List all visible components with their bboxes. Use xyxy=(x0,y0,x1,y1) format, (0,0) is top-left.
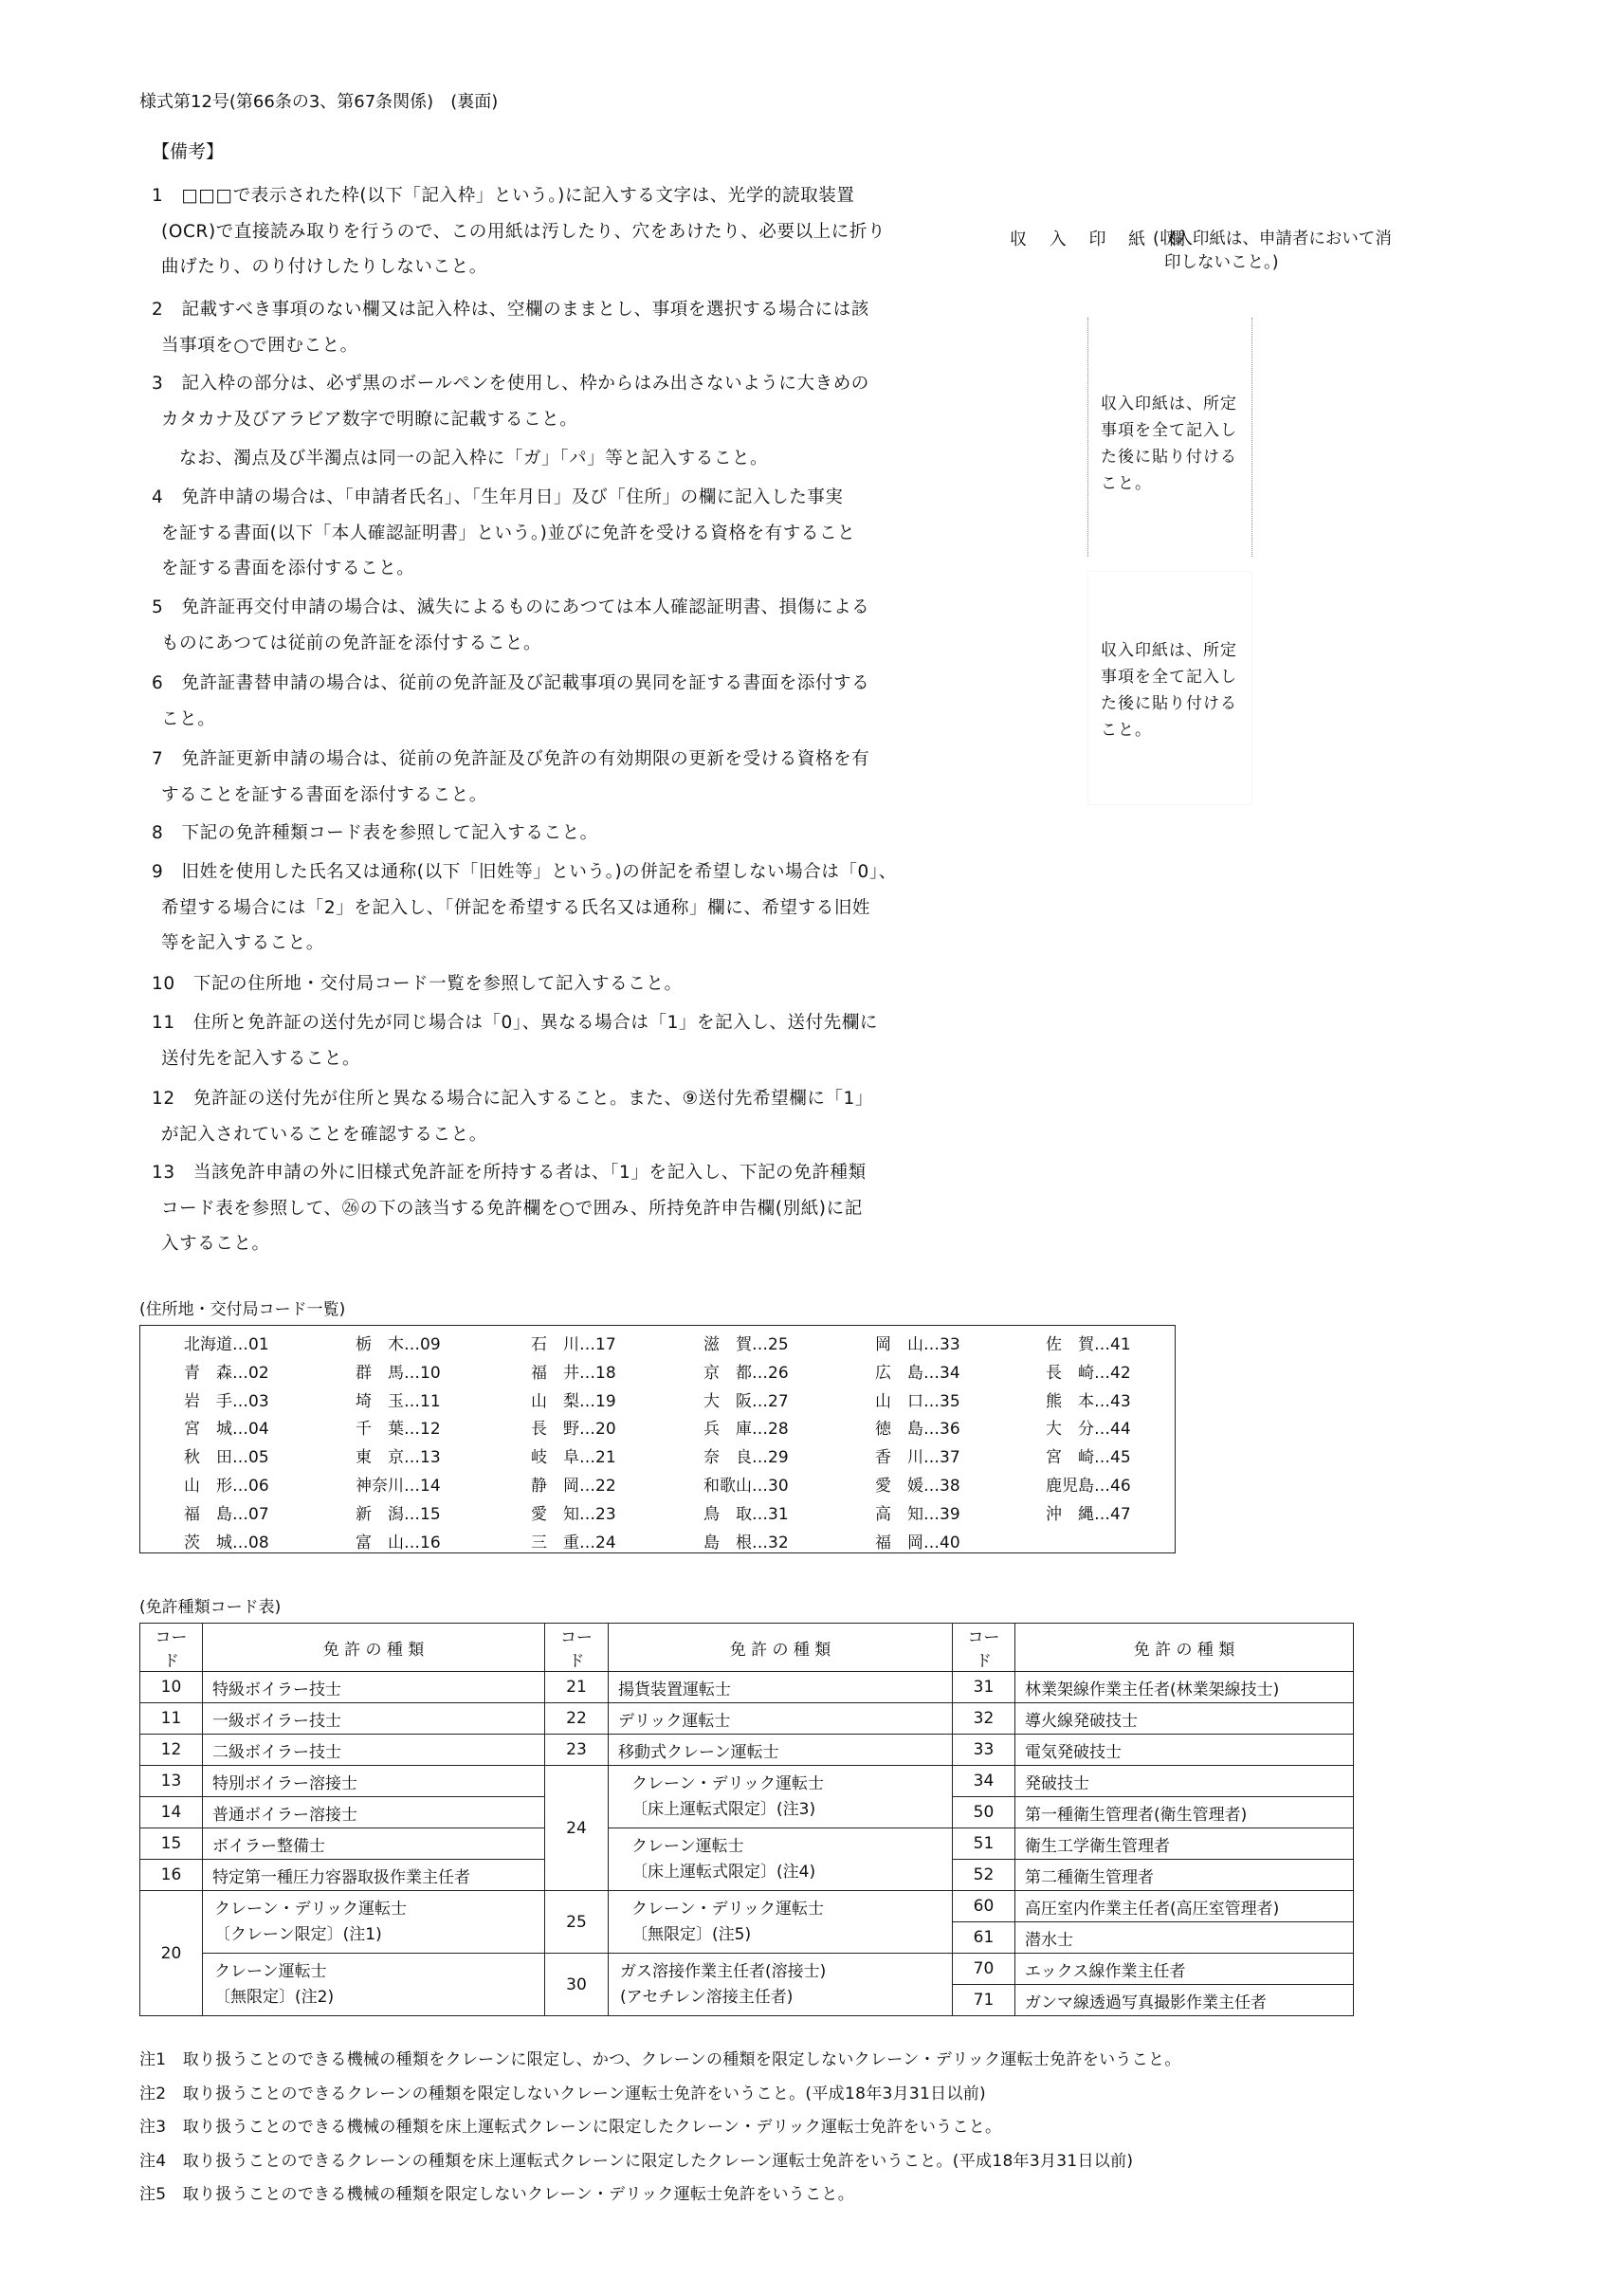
revenue-stamp-box-2 xyxy=(1087,571,1252,805)
remark-item-continuation: 当事項を○で囲むこと。 xyxy=(161,335,358,356)
address-code-list xyxy=(139,1325,1176,1553)
footnote: 注4 取り扱うことのできるクレーンの種類を床上運転式クレーンに限定したクレーン運転士免許をいうこと。(平成18年3月31日以前) xyxy=(139,2151,1134,2171)
type-cell: 発破技士 xyxy=(1015,1766,1354,1797)
code-cell: 32 xyxy=(953,1703,1015,1735)
remark-item: 11 住所と免許証の送付先が同じ場合は「0」、異なる場合は「1」を記入し、送付先欄に xyxy=(152,1013,879,1033)
address-code-item: 福 島…07 xyxy=(184,1504,269,1524)
type-cell: 二級ボイラー技士 xyxy=(203,1735,545,1766)
address-code-title: (住所地・交付局コード一覧) xyxy=(139,1300,346,1319)
type-cell: ガンマ線透過写真撮影作業主任者 xyxy=(1015,1985,1354,2016)
type-cell xyxy=(609,1891,953,1954)
remark-item-continuation: 曲げたり、のり付けしたりしないこと。 xyxy=(161,257,487,277)
address-code-item: 徳 島…36 xyxy=(875,1420,960,1440)
address-code-item: 千 葉…12 xyxy=(356,1420,441,1440)
address-code-item: 埼 玉…11 xyxy=(356,1391,441,1411)
table-row xyxy=(140,1891,1354,1922)
address-code-item: 高 知…39 xyxy=(875,1504,960,1524)
address-code-item: 北海道…01 xyxy=(184,1335,269,1354)
address-code-item: 長 崎…42 xyxy=(1046,1363,1131,1383)
remark-item: 2 記載すべき事項のない欄又は記入枠は、空欄のままとし、事項を選択する場合には該 xyxy=(152,300,869,320)
type-cell: 特別ボイラー溶接士 xyxy=(203,1766,545,1797)
type-cell: 移動式クレーン運転士 xyxy=(609,1735,953,1766)
code-cell: 24 xyxy=(545,1766,609,1891)
type-cell: 第一種衛生管理者(衛生管理者) xyxy=(1015,1797,1354,1828)
address-code-item: 滋 賀…25 xyxy=(703,1335,789,1354)
type-cell: 潜水士 xyxy=(1015,1922,1354,1954)
header-type: 免 許 の 種 類 xyxy=(203,1624,545,1672)
remark-item-continuation: こと。 xyxy=(161,708,216,729)
address-code-item: 山 梨…19 xyxy=(531,1391,616,1411)
remark-item: 9 旧姓を使用した氏名又は通称(以下「旧姓等」という。)の併記を希望しない場合は「0」、 xyxy=(152,862,897,882)
address-code-item: 長 野…20 xyxy=(531,1420,616,1440)
footnote: 注5 取り扱うことのできる機械の種類を限定しないクレーン・デリック運転士免許をいうこと。 xyxy=(139,2185,854,2204)
type-cell xyxy=(203,1954,545,2016)
code-cell: 23 xyxy=(545,1735,609,1766)
address-code-item: 秋 田…05 xyxy=(184,1448,269,1468)
type-line: ガス溶接作業主任者(溶接士) xyxy=(620,1961,827,1981)
revenue-stamp-title-text: 収 入 印 紙 欄 xyxy=(1010,230,1194,249)
type-line: クレーン運転士 xyxy=(631,1836,744,1856)
address-code-item: 京 都…26 xyxy=(703,1363,789,1383)
address-code-item: 宮 城…04 xyxy=(184,1420,269,1440)
code-cell: 31 xyxy=(953,1672,1015,1703)
type-cell: ボイラー整備士 xyxy=(203,1828,545,1860)
address-code-item: 岩 手…03 xyxy=(184,1391,269,1411)
header-type: 免 許 の 種 類 xyxy=(1015,1624,1354,1672)
remark-item-continuation: 希望する場合には「2」を記入し、「併記を希望する氏名又は通称」欄に、希望する旧姓 xyxy=(161,897,871,918)
address-code-item: 香 川…37 xyxy=(875,1448,960,1468)
address-code-item: 広 島…34 xyxy=(875,1363,960,1383)
remark-item-continuation: を証する書面を添付すること。 xyxy=(161,559,415,579)
code-cell: 10 xyxy=(140,1672,203,1703)
address-code-item: 茨 城…08 xyxy=(184,1533,269,1552)
address-code-item: 福 岡…40 xyxy=(875,1533,960,1552)
table-row xyxy=(140,1735,1354,1766)
address-code-item: 群 馬…10 xyxy=(356,1363,441,1383)
form-title: 様式第12号(第66条の3、第67条関係) (裏面) xyxy=(139,92,499,112)
type-line: 〔無限定〕(注2) xyxy=(214,1987,335,2007)
remark-item-continuation: することを証する書面を添付すること。 xyxy=(161,784,487,805)
header-code: コード xyxy=(545,1624,609,1672)
remark-item: 6 免許証書替申請の場合は、従前の免許証及び記載事項の異同を証する書面を添付する xyxy=(152,673,870,693)
type-line: (アセチレン溶接主任者) xyxy=(620,1987,794,2007)
address-code-item: 鳥 取…31 xyxy=(703,1504,789,1524)
table-row xyxy=(140,1672,1354,1703)
address-code-item: 大 分…44 xyxy=(1046,1420,1131,1440)
type-cell xyxy=(609,1954,953,2016)
type-cell: 特定第一種圧力容器取扱作業主任者 xyxy=(203,1860,545,1891)
address-code-item: 福 井…18 xyxy=(531,1363,616,1383)
address-code-item: 島 根…32 xyxy=(703,1533,789,1552)
remark-item: 1 □□□で表示された枠(以下「記入枠」という。)に記入する文字は、光学的読取装置 xyxy=(152,186,855,206)
remark-item-continuation: (OCR)で直接読み取りを行うので、この用紙は汚したり、穴をあけたり、必要以上に折り xyxy=(161,221,886,242)
code-cell: 20 xyxy=(140,1891,203,2016)
remark-item-continuation: コード表を参照して、㉖の下の該当する免許欄を○で囲み、所持免許申告欄(別紙)に記 xyxy=(161,1198,863,1219)
type-line: クレーン運転士 xyxy=(214,1961,327,1981)
type-cell: 電気発破技士 xyxy=(1015,1735,1354,1766)
remarks-heading: 【備考】 xyxy=(152,141,225,162)
header-code: コード xyxy=(140,1624,203,1672)
address-code-item: 和歌山…30 xyxy=(703,1477,789,1496)
type-cell: 林業架線作業主任者(林業架線技士) xyxy=(1015,1672,1354,1703)
address-code-item: 岡 山…33 xyxy=(875,1335,960,1354)
type-cell xyxy=(609,1828,953,1891)
address-code-item: 富 山…16 xyxy=(356,1533,441,1552)
remark-item: 5 免許証再交付申請の場合は、滅失によるものにあつては本人確認証明書、損傷による xyxy=(152,597,870,617)
header-code: コード xyxy=(953,1624,1015,1672)
code-cell: 13 xyxy=(140,1766,203,1797)
table-row xyxy=(140,1954,1354,1985)
address-code-item: 三 重…24 xyxy=(531,1533,616,1552)
type-cell: エックス線作業主任者 xyxy=(1015,1954,1354,1985)
code-cell: 52 xyxy=(953,1860,1015,1891)
address-code-item: 静 岡…22 xyxy=(531,1477,616,1496)
code-cell: 50 xyxy=(953,1797,1015,1828)
type-cell: デリック運転士 xyxy=(609,1703,953,1735)
remark-item-continuation: 送付先を記入すること。 xyxy=(161,1048,361,1069)
address-code-item: 神奈川…14 xyxy=(356,1477,441,1496)
revenue-stamp-note-line1: (収入印紙は、申請者において消 xyxy=(1153,230,1392,248)
code-cell: 16 xyxy=(140,1860,203,1891)
code-cell: 22 xyxy=(545,1703,609,1735)
remark-item: 10 下記の住所地・交付局コード一覧を参照して記入すること。 xyxy=(152,974,683,994)
footnote: 注3 取り扱うことのできる機械の種類を床上運転式クレーンに限定したクレーン・デリック運転士免許をいうこと。 xyxy=(139,2118,1002,2137)
address-code-item: 宮 崎…45 xyxy=(1046,1448,1131,1468)
address-code-item: 石 川…17 xyxy=(531,1335,616,1354)
license-code-table xyxy=(139,1623,1354,2016)
footnote: 注1 取り扱うことのできる機械の種類をクレーンに限定し、かつ、クレーンの種類を限定しないクレーン・デリック運転士免許をいうこと。 xyxy=(139,2050,1181,2069)
type-line: クレーン・デリック運転士 xyxy=(631,1899,824,1919)
code-cell: 33 xyxy=(953,1735,1015,1766)
address-code-item: 青 森…02 xyxy=(184,1363,269,1383)
remark-item: 8 下記の免許種類コード表を参照して記入すること。 xyxy=(152,823,598,843)
address-code-item: 東 京…13 xyxy=(356,1448,441,1468)
table-row xyxy=(140,1766,1354,1797)
revenue-stamp-box-1 xyxy=(1087,318,1252,557)
remark-item-continuation: ものにあつては従前の免許証を添付すること。 xyxy=(161,633,542,653)
code-cell: 21 xyxy=(545,1672,609,1703)
address-code-item: 山 形…06 xyxy=(184,1477,269,1496)
address-code-item: 奈 良…29 xyxy=(703,1448,789,1468)
address-code-item: 岐 阜…21 xyxy=(531,1448,616,1468)
table-row xyxy=(140,1828,1354,1860)
code-cell: 25 xyxy=(545,1891,609,1954)
address-code-item: 新 潟…15 xyxy=(356,1504,441,1524)
code-cell: 71 xyxy=(953,1985,1015,2016)
code-cell: 60 xyxy=(953,1891,1015,1922)
address-code-item: 栃 木…09 xyxy=(356,1335,441,1354)
remark-item-continuation: 等を記入すること。 xyxy=(161,933,324,953)
type-cell: 揚貨装置運転士 xyxy=(609,1672,953,1703)
type-cell: 第二種衛生管理者 xyxy=(1015,1860,1354,1891)
header-type: 免 許 の 種 類 xyxy=(609,1624,953,1672)
type-cell: 普通ボイラー溶接士 xyxy=(203,1797,545,1828)
type-cell: 高圧室内作業主任者(高圧室管理者) xyxy=(1015,1891,1354,1922)
address-code-item: 兵 庫…28 xyxy=(703,1420,789,1440)
remark-item: 12 免許証の送付先が住所と異なる場合に記入すること。また、⑨送付先希望欄に「1」 xyxy=(152,1089,873,1109)
table-row xyxy=(140,1703,1354,1735)
type-line: 〔床上運転式限定〕(注3) xyxy=(631,1799,816,1819)
revenue-stamp-instruction: 収入印紙は、所定事項を全て記入した後に貼り付けること。 xyxy=(1101,395,1237,493)
address-code-item: 愛 媛…38 xyxy=(875,1477,960,1496)
remark-item: 7 免許証更新申請の場合は、従前の免許証及び免許の有効期限の更新を受ける資格を有 xyxy=(152,749,870,769)
revenue-stamp-instruction: 収入印紙は、所定事項を全て記入した後に貼り付けること。 xyxy=(1101,641,1237,740)
type-cell: 衛生工学衛生管理者 xyxy=(1015,1828,1354,1860)
code-cell: 34 xyxy=(953,1766,1015,1797)
remark-item-continuation: を証する書面(以下「本人確認証明書」という。)並びに免許を受ける資格を有すること xyxy=(161,523,856,543)
address-code-item: 熊 本…43 xyxy=(1046,1391,1131,1411)
footnote: 注2 取り扱うことのできるクレーンの種類を限定しないクレーン運転士免許をいうこと。(平成18年3月31日以前) xyxy=(139,2084,986,2103)
type-line: クレーン・デリック運転士 xyxy=(214,1899,407,1919)
code-cell: 61 xyxy=(953,1922,1015,1954)
address-code-item: 鹿児島…46 xyxy=(1046,1477,1131,1496)
type-cell xyxy=(609,1766,953,1828)
code-cell: 70 xyxy=(953,1954,1015,1985)
remark-item: 4 免許申請の場合は、「申請者氏名」、「生年月日」及び「住所」の欄に記入した事実 xyxy=(152,487,844,507)
remark-item-continuation: が記入されていることを確認すること。 xyxy=(161,1124,487,1145)
address-code-item: 山 口…35 xyxy=(875,1391,960,1411)
type-line: クレーン・デリック運転士 xyxy=(631,1773,824,1793)
remark-item-continuation: 入すること。 xyxy=(161,1234,270,1254)
code-cell: 14 xyxy=(140,1797,203,1828)
type-line: 〔クレーン限定〕(注1) xyxy=(214,1924,382,1944)
type-cell: 導火線発破技士 xyxy=(1015,1703,1354,1735)
address-code-item: 沖 縄…47 xyxy=(1046,1504,1131,1524)
address-code-item: 大 阪…27 xyxy=(703,1391,789,1411)
remark-item-continuation: なお、濁点及び半濁点は同一の記入枠に「ガ」「パ」等と記入すること。 xyxy=(161,449,769,468)
remark-item: 13 当該免許申請の外に旧様式免許証を所持する者は、「1」を記入し、下記の免許種類 xyxy=(152,1163,867,1183)
code-cell: 12 xyxy=(140,1735,203,1766)
code-cell: 30 xyxy=(545,1954,609,2016)
type-cell: 一級ボイラー技士 xyxy=(203,1703,545,1735)
remark-item-continuation: カタカナ及びアラビア数字で明瞭に記載すること。 xyxy=(161,409,578,430)
type-line: 〔無限定〕(注5) xyxy=(631,1924,752,1944)
address-code-item: 愛 知…23 xyxy=(531,1504,616,1524)
code-cell: 51 xyxy=(953,1828,1015,1860)
code-cell: 15 xyxy=(140,1828,203,1860)
type-line: 〔床上運転式限定〕(注4) xyxy=(631,1862,816,1882)
address-code-item: 佐 賀…41 xyxy=(1046,1335,1131,1354)
license-code-title: (免許種類コード表) xyxy=(139,1598,282,1617)
revenue-stamp-note-line2: 印しないこと。) xyxy=(1164,253,1279,272)
code-cell: 11 xyxy=(140,1703,203,1735)
type-cell xyxy=(203,1891,545,1954)
remark-item: 3 記入枠の部分は、必ず黒のボールペンを使用し、枠からはみ出さないように大きめの xyxy=(152,374,869,394)
table-header-row xyxy=(140,1624,1354,1672)
type-cell: 特級ボイラー技士 xyxy=(203,1672,545,1703)
